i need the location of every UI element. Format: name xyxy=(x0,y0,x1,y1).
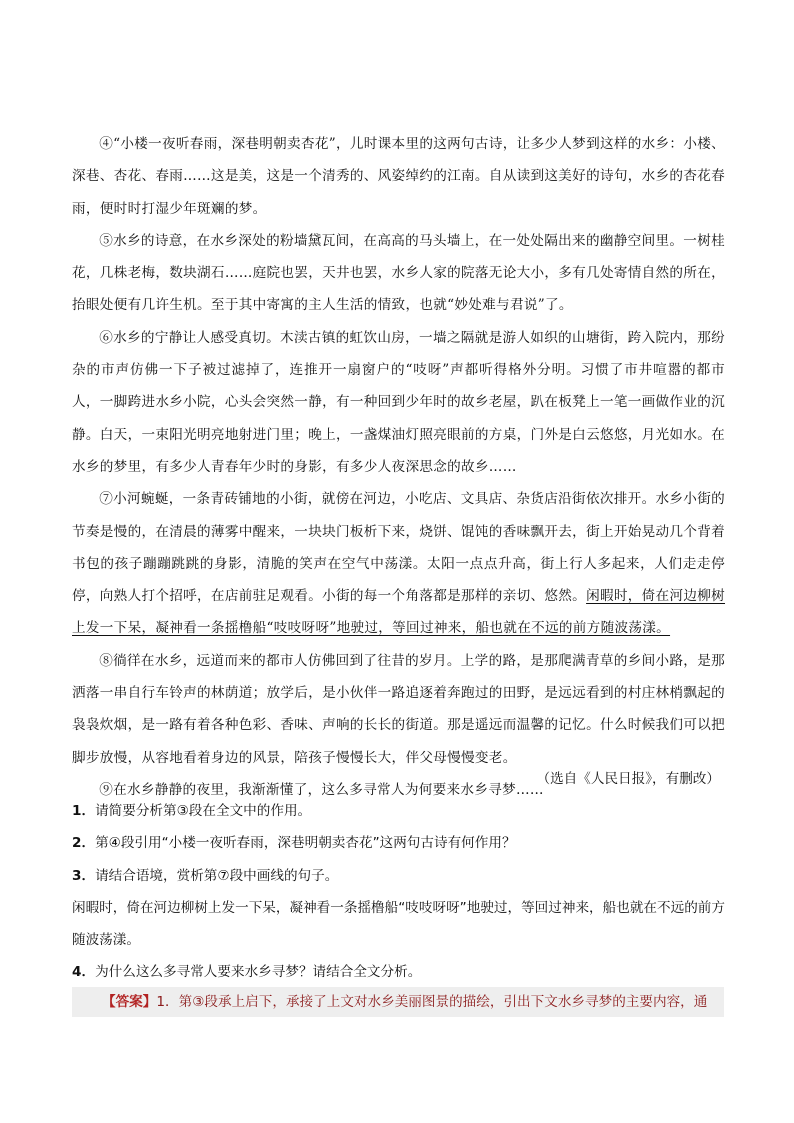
question-3-quote xyxy=(72,892,725,957)
question-1 xyxy=(72,795,725,827)
reading-passage xyxy=(72,128,725,806)
question-text: 请简要分析第③段在全文中的作用。 xyxy=(95,803,312,819)
question-list xyxy=(72,795,725,989)
question-number: 2． xyxy=(72,835,96,852)
question-2 xyxy=(72,827,725,859)
quoted-sentence: 闲暇时，倚在河边柳树上发一下呆，凝神看一条摇橹船“吱吱呀呀”地驶过，等回过神来，船也就在不远的前方随波荡漾。 xyxy=(72,899,725,949)
paragraph-7 xyxy=(72,483,725,644)
paragraph-7-text: ⑦小河蜿蜒，一条青砖铺地的小街，就傍在河边，小吃店、文具店、杂货店沿街依次排开。水乡小街的节奏是慢的，在清晨的薄雾中醒来，一块块门板析下来，烧饼、馄饨的香味飘开去，街上开始晃动几个背着书包的孩子蹦蹦跳跳的身影，清脆的笑声在空气中荡漾。太阳一点点升高，街上行人多起来，人们走走停停，向熟人打个招呼，在店前驻足观看。小街的每一个角落都是那样的亲切、悠然。 xyxy=(72,491,726,605)
paragraph-4: ④“小楼一夜听春雨，深巷明朝卖杏花”，儿时课本里的这两句古诗，让多少人梦到这样的水乡：小楼、深巷、杏花、春雨……这是美，这是一个清秀的、风姿绰约的江南。自从读到这美好的诗句，水乡的杏花春雨，便时时打湿少年斑斓的梦。 xyxy=(72,136,726,217)
question-text: 第④段引用“小楼一夜听春雨，深巷明朝卖杏花”这两句古诗有何作用？ xyxy=(95,835,516,852)
answer-box xyxy=(72,987,724,1017)
paragraph-8: ⑧徜徉在水乡，远道而来的都市人仿佛回到了往昔的岁月。上学的路，是那爬满青草的乡间小路，是那洒落一串自行车铃声的林荫道；放学后，是小伙伴一路追逐着奔跑过的田野，是远远看到的村庄林梢飘起的袅袅炊烟，是一路有着各种色彩、香味、声响的长长的街道。那是遥远而温馨的记忆。什么时候我们可以把脚步放慢，从容地看着身边的风景，陪孩子慢慢长大，伴父母慢慢变老。 xyxy=(72,652,726,766)
answer-tag: 【答案】 xyxy=(102,994,157,1010)
paragraph-6: ⑥水乡的宁静让人感受真切。木渎古镇的虹饮山房，一墙之隔就是游人如织的山塘街，跨入院内，那纷杂的市声仿佛一下子被过滤掉了，连推开一扇窗户的“吱呀”声都听得格外分明。习惯了市井喧嚣的都市人，一脚跨进水乡小院，心头会突然一静，有一种回到少年时的故乡老屋，趴在板凳上一笔一画做作业的沉静。白天，一束阳光明亮地射进门里；晚上，一盏煤油灯照亮眼前的方桌，门外是白云悠悠，月光如水。在水乡的梦里，有多少人青春年少时的身影，有多少人夜深思念的故乡…… xyxy=(72,329,726,475)
question-4 xyxy=(72,956,725,988)
underlined-sentence: 闲暇时，倚在河边柳树上发一下呆，凝神看一条摇橹船“吱吱呀呀”地驶过，等回过神来，船也就在不远的前方随波荡漾。 xyxy=(72,588,726,637)
question-text: 为什么这么多寻常人要来水乡寻梦？请结合全文分析。 xyxy=(95,964,422,981)
question-number: 3． xyxy=(72,867,96,884)
answer-text: 1．第③段承上启下，承接了上文对水乡美丽图景的描绘，引出下文水乡寻梦的主要内容，通 xyxy=(156,994,708,1010)
paragraph-5: ⑤水乡的诗意，在水乡深处的粉墙黛瓦间，在高高的马头墙上，在一处处隔出来的幽静空间里。一树桂花，几株老梅，数块湖石……庭院也罢，天井也罢，水乡人家的院落无论大小，多有几处寄情自然的所在，抬眼处便有几许生机。至于其中寄寓的主人生活的情致，也就“妙处难与君说”了。 xyxy=(72,232,726,314)
source-citation: （选自《人民日报》，有删改） xyxy=(536,771,720,787)
question-number: 1． xyxy=(72,803,96,819)
question-3 xyxy=(72,860,725,892)
paragraph-9: ⑨在水乡静静的夜里，我渐渐懂了，这么多寻常人为何要来水乡寻梦…… xyxy=(99,781,544,798)
question-text: 请结合语境，赏析第⑦段中画线的句子。 xyxy=(95,867,339,884)
question-number: 4． xyxy=(72,964,96,981)
